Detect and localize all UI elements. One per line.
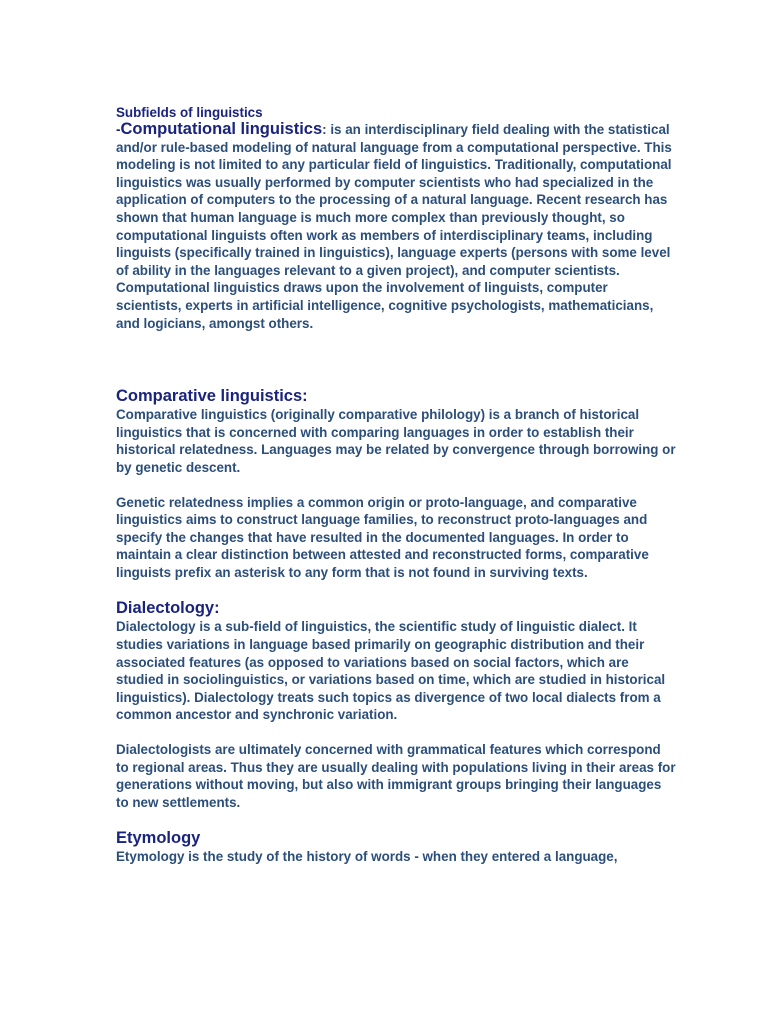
computational-paragraph (116, 121, 676, 332)
comparative-paragraph-2: Genetic relatedness implies a common origin or proto-language, and comparative linguistics aims to construct language families, to reconstruct proto-languages and specify the changes that have resulted in the documented languages. In order to maintain a clear distinction between attested and reconstructed forms, comparative linguists prefix an asterisk to any form that is not found in surviving texts. (116, 494, 649, 580)
dialectology-heading: Dialectology: (116, 599, 220, 618)
paragraph-spacer (116, 724, 676, 741)
comparative-paragraph-1: Comparative linguistics (originally comparative philology) is a branch of historical linguistics that is concerned with comparing languages in order to establish their historical relatedness. Languages may be related by convergence through borrowing or by genetic descent. (116, 407, 676, 475)
comparative-heading: Comparative linguistics: (116, 387, 308, 406)
etymology-heading: Etymology (116, 829, 201, 848)
dialectology-paragraph-2: Dialectologists are ultimately concerned with grammatical features which correspond to regional areas. Thus they are usually dealing with populations living in their areas for generations without moving, but also with immigrant groups bringing their languages to new settlements. (116, 742, 676, 810)
section-spacer (116, 581, 676, 598)
section-spacer (116, 811, 676, 828)
computational-heading: Computational linguistics (120, 120, 323, 138)
computational-body: : is an interdisciplinary field dealing with the statistical and/or rule-based modeling of natural language from a computational perspective. This modeling is not limited to any particular field of linguistics. Traditionally, computational linguistics was usually performed by computer scientists who had specialized in the application of computers to the processing of a natural language. Recent research has shown that human language is much more complex than previously thought, so computational linguists often work as members of interdisciplinary teams, including linguists (specifically trained in linguistics), language experts (persons with some level of ability in the languages relevant to a given project), and computer scientists. Computational linguistics draws upon the involvement of linguists, computer scientists, experts in artificial intelligence, cognitive psychologists, mathematicians, and logicians, amongst others. (116, 122, 672, 331)
dialectology-paragraph-1: Dialectology is a sub-field of linguistics, the scientific study of linguistic dialect. It studies variations in language based primarily on geographic distribution and their associated features (as opposed to variations based on social factors, which are studied in sociolinguistics, or variations based on time, which are studied in historical linguistics). Dialectology treats such topics as divergence of two local dialects from a common ancestor and synchronic variation. (116, 619, 666, 723)
document-title: Subfields of linguistics (116, 105, 263, 120)
etymology-paragraph: Etymology is the study of the history of words - when they entered a language, (116, 849, 618, 865)
document-page (116, 104, 676, 866)
section-spacer (116, 332, 676, 386)
paragraph-spacer (116, 477, 676, 494)
lead-dash: - (116, 122, 121, 137)
